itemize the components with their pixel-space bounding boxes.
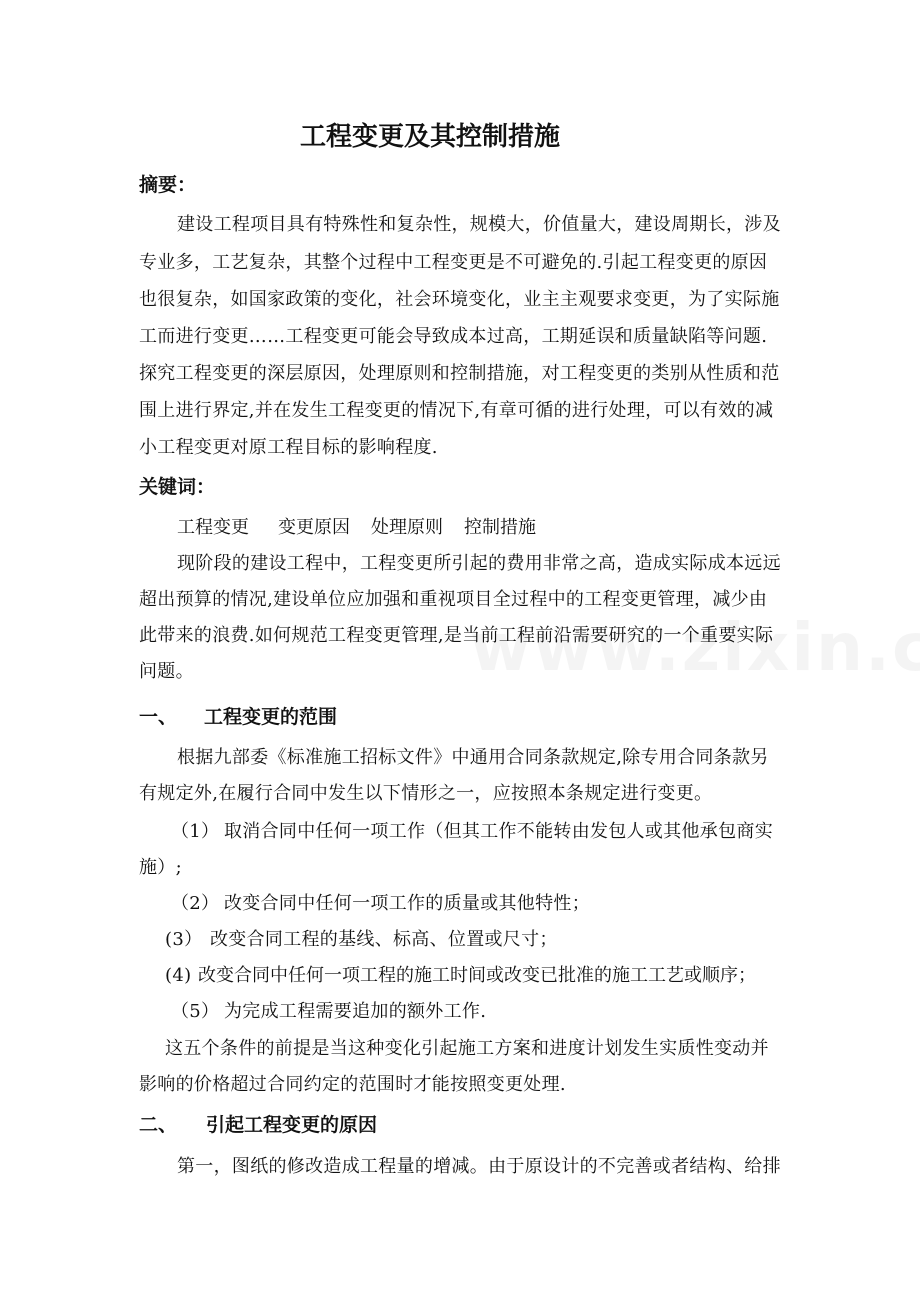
keyword-item: 工程变更	[177, 517, 249, 538]
list-item-number: （2）	[171, 893, 220, 914]
intro-line: 问题。	[139, 661, 194, 682]
section-line: 影响的价格超过合同约定的范围时才能按照变更处理.	[139, 1074, 566, 1095]
list-item-text: 为完成工程需要追加的额外工作.	[224, 1001, 487, 1022]
list-item-text: 施）;	[139, 857, 182, 878]
list-item-text: 改变合同中任何一项工程的施工时间或改变已批准的施工工艺或顺序；	[198, 965, 756, 986]
document-title: 工程变更及其控制措施	[299, 122, 560, 152]
keyword-item: 控制措施	[464, 517, 536, 538]
abstract-line: 专业多，工艺复杂，其整个过程中工程变更是不可避免的.引起工程变更的原因	[139, 252, 768, 273]
abstract-line: 围上进行界定,并在发生工程变更的情况下,有章可循的进行处理，可以有效的减	[139, 400, 774, 421]
section-number: 一、	[139, 706, 178, 728]
abstract-line: 探究工程变更的深层原因，处理原则和控制措施，对工程变更的类别从性质和范	[139, 363, 780, 384]
list-item-text: 取消合同中任何一项工作（但其工作不能转由发包人或其他承包商实	[224, 821, 773, 842]
section-line: 第一，图纸的修改造成工程量的增减。由于原设计的不完善或者结构、给排	[177, 1156, 781, 1177]
abstract-line: 也很复杂，如国家政策的变化，社会环境变化，业主主观要求变更，为了实际施	[139, 289, 780, 310]
section-line: 根据九部委《标准施工招标文件》中通用合同条款规定,除专用合同条款另	[177, 747, 769, 768]
abstract-heading: 摘要：	[139, 174, 197, 196]
list-item-text: 改变合同工程的基线、标高、位置或尺寸；	[210, 929, 558, 950]
watermark	[470, 608, 920, 688]
section-number: 二、	[139, 1114, 178, 1136]
abstract-line: 小工程变更对原工程目标的影响程度.	[139, 437, 438, 458]
list-item-number: （5）	[171, 1001, 220, 1022]
abstract-line: 建设工程项目具有特殊性和复杂性，规模大，价值量大，建设周期长，涉及	[177, 214, 781, 235]
keywords-heading: 关键词：	[139, 476, 216, 498]
list-item-number: (3）	[165, 929, 203, 950]
section-title: 工程变更的范围	[204, 706, 338, 728]
intro-line: 现阶段的建设工程中，工程变更所引起的费用非常之高，造成实际成本远远	[177, 553, 781, 574]
list-item-text: 改变合同中任何一项工作的质量或其他特性；	[224, 893, 590, 914]
abstract-line: 工而进行变更……工程变更可能会导致成本过高，工期延误和质量缺陷等问题.	[139, 326, 768, 347]
section-line: 有规定外,在履行合同中发生以下情形之一，应按照本条规定进行变更。	[139, 783, 713, 804]
section-line: 这五个条件的前提是当这种变化引起施工方案和进度计划发生实质性变动并	[165, 1038, 769, 1059]
keyword-item: 变更原因	[278, 517, 350, 538]
list-item-number: （1）	[171, 821, 220, 842]
section-title: 引起工程变更的原因	[206, 1114, 378, 1136]
intro-line: 超出预算的情况,建设单位应加强和重视项目全过程中的工程变更管理，减少由	[139, 589, 768, 610]
intro-line: 此带来的浪费.如何规范工程变更管理,是当前工程前沿需要研究的一个重要实际	[139, 625, 774, 646]
list-item-number: (4)	[165, 965, 192, 986]
keyword-item: 处理原则	[371, 517, 443, 538]
